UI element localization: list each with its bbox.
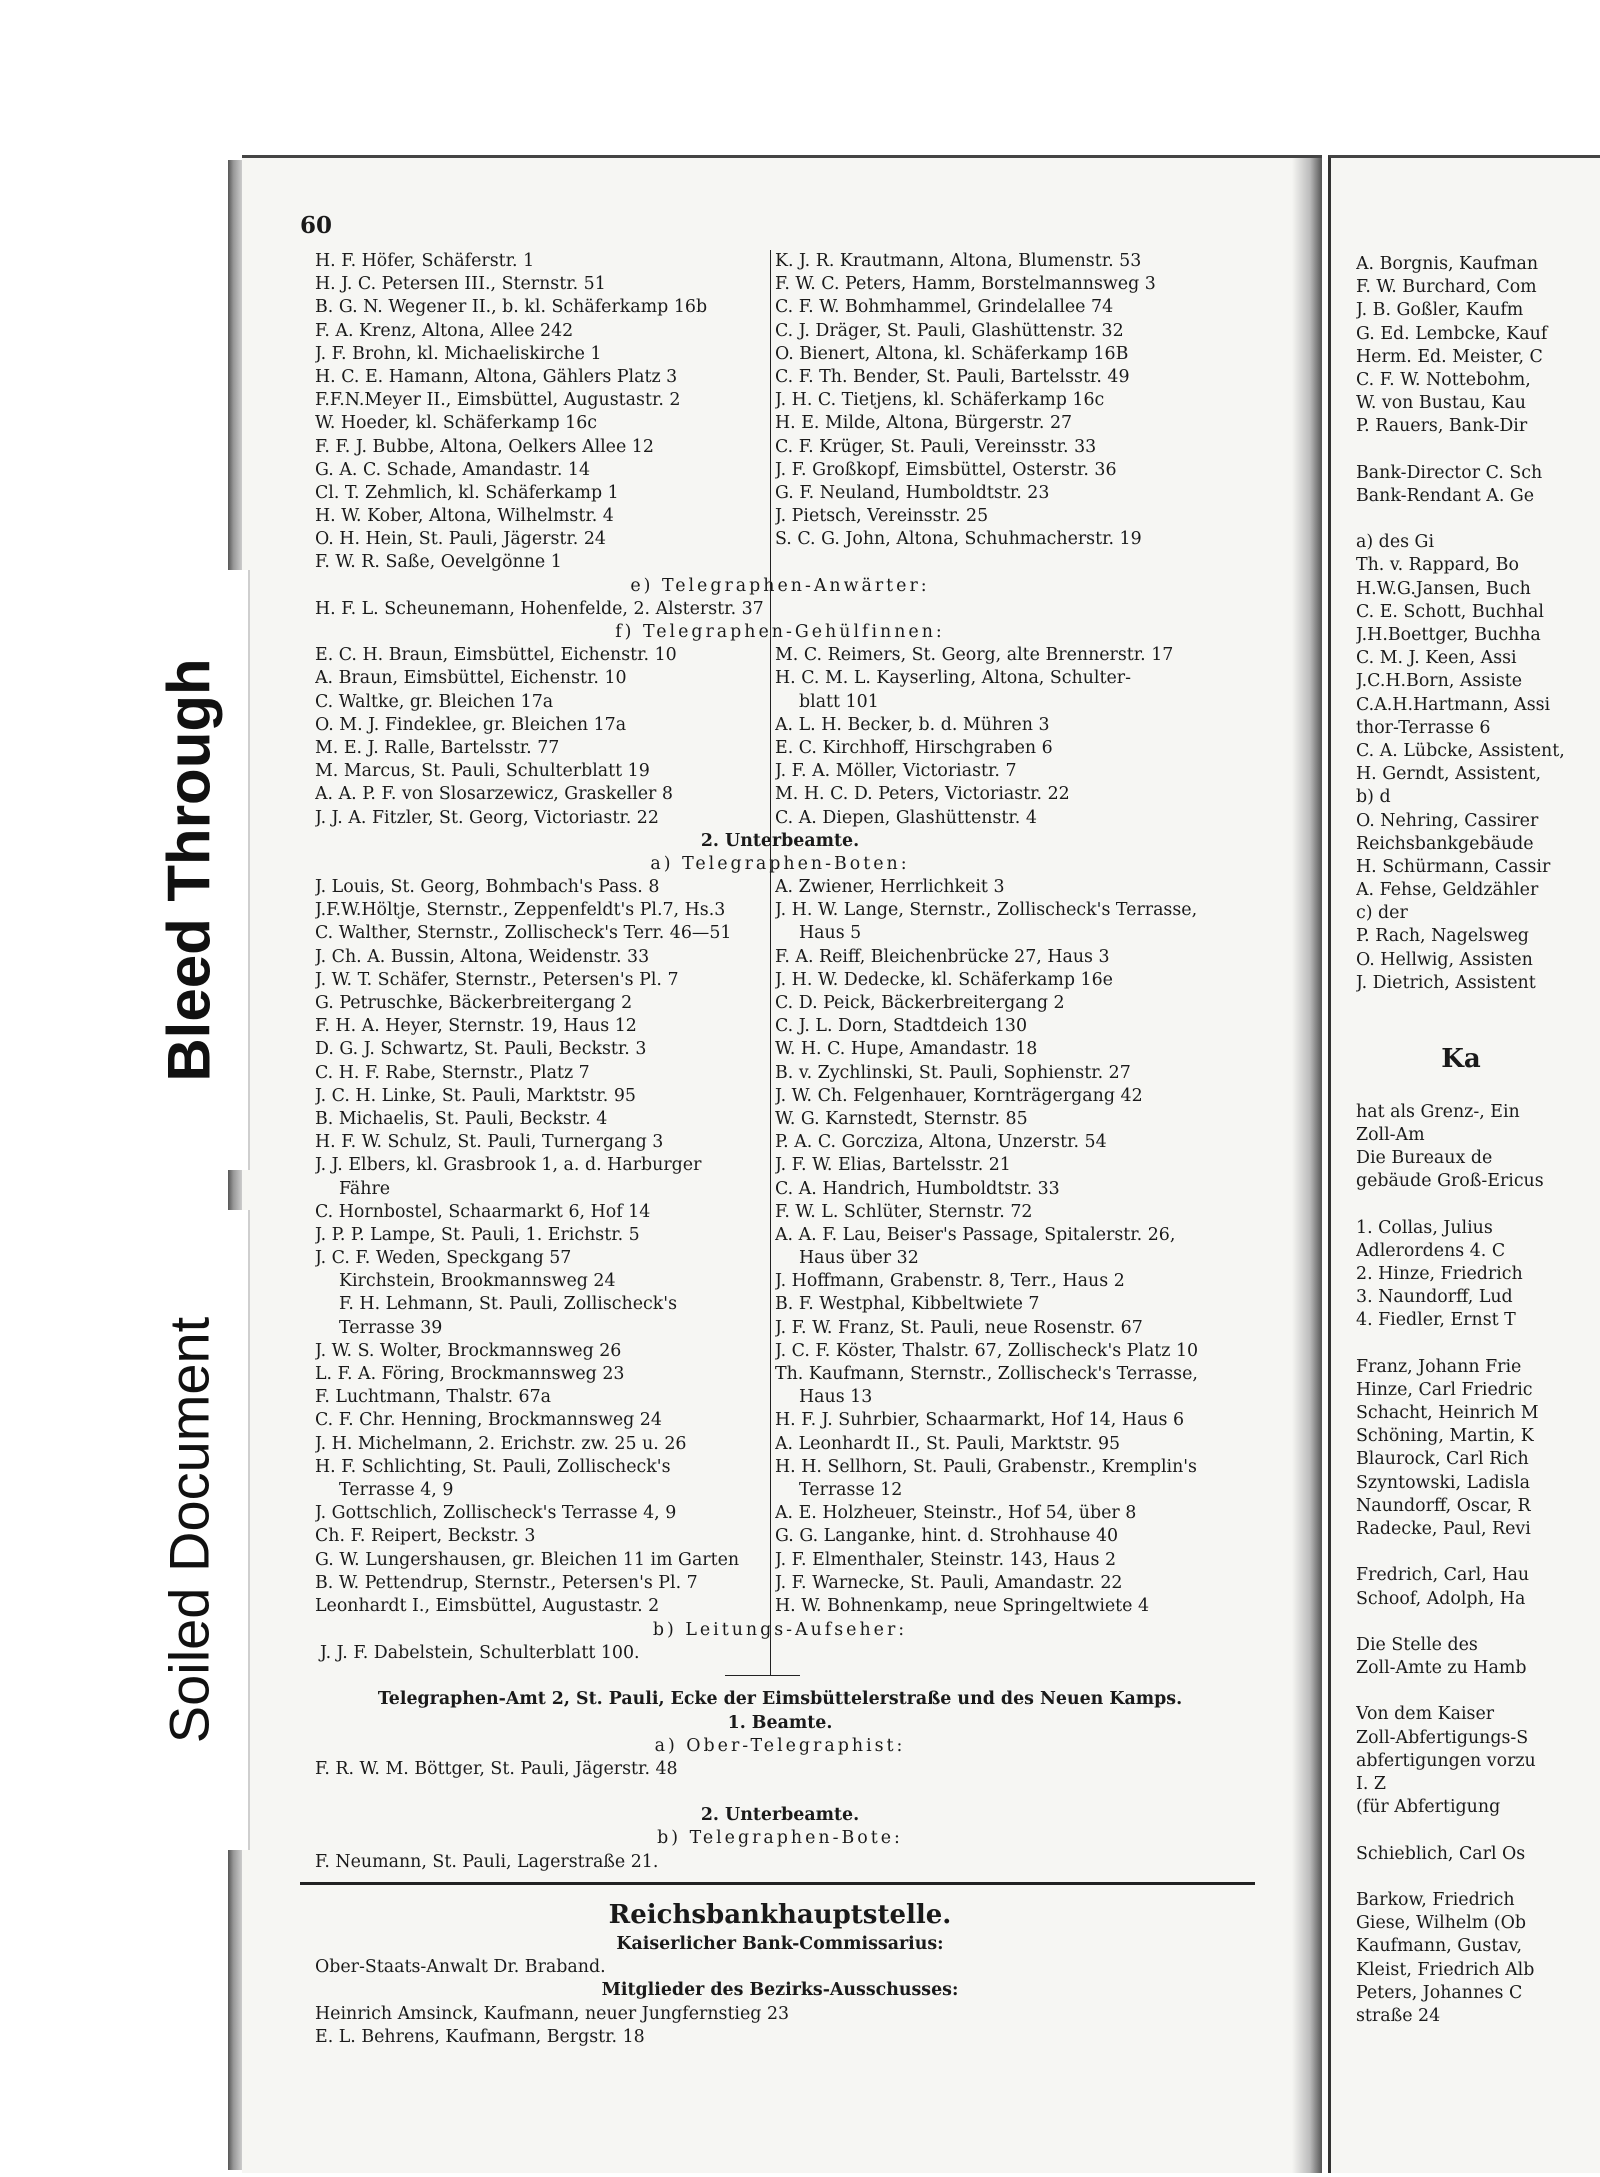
entry-line: O. M. J. Findeklee, gr. Bleichen 17a bbox=[315, 714, 627, 735]
spacer bbox=[1356, 1680, 1566, 1703]
right-page-line: Peters, Johannes C bbox=[1356, 1982, 1523, 2003]
entry-line: Cl. T. Zehmlich, kl. Schäferkamp 1 bbox=[315, 482, 619, 503]
right-page-line: Radecke, Paul, Revi bbox=[1356, 1518, 1531, 1539]
right-page-line: C. M. J. Keen, Assi bbox=[1356, 648, 1517, 669]
spacer bbox=[1356, 1541, 1566, 1564]
entry-line: L. F. A. Föring, Brockmannsweg 23 bbox=[315, 1364, 625, 1384]
entry-line: H. F. Höfer, Schäferstr. 1 bbox=[315, 251, 535, 271]
entry-line: B. G. N. Wegener II., b. kl. Schäferkamp 16b bbox=[315, 297, 708, 318]
right-page bbox=[1328, 155, 1600, 2173]
right-page-line: 3. Naundorff, Lud bbox=[1356, 1287, 1513, 1308]
right-page-line: Barkow, Friedrich bbox=[1356, 1889, 1515, 1910]
spacer bbox=[1356, 1866, 1566, 1889]
right-page-line: 4. Fiedler, Ernst T bbox=[1356, 1310, 1516, 1331]
entry-line: J. C. F. Weden, Speckgang 57 bbox=[315, 1248, 572, 1269]
right-page-line: Die Bureaux de bbox=[1356, 1147, 1493, 1168]
entry-line: J. H. W. Lange, Sternstr., Zollischeck's Terrasse, bbox=[775, 900, 1198, 921]
spacer bbox=[1356, 1611, 1566, 1634]
entry-line: G. Petruschke, Bäckerbreitergang 2 bbox=[315, 993, 633, 1013]
entry-line: W. H. C. Hupe, Amandastr. 18 bbox=[775, 1039, 1038, 1060]
right-page-line: Herm. Ed. Meister, C bbox=[1356, 346, 1543, 367]
amt2-title: Telegraphen-Amt 2, St. Pauli, Ecke der Eimsbüttelerstraße und des Neuen Kamps. bbox=[377, 1689, 1183, 1710]
spacer bbox=[1356, 1077, 1566, 1100]
right-page-line: G. Ed. Lembcke, Kauf bbox=[1356, 323, 1548, 344]
entry-line: C. F. Th. Bender, St. Pauli, Bartelsstr. 49 bbox=[775, 366, 1130, 387]
spacer bbox=[775, 621, 1245, 644]
right-page-line: c) der bbox=[1356, 903, 1408, 924]
entry-line: J. F. Warnecke, St. Pauli, Amandastr. 22 bbox=[775, 1572, 1123, 1593]
entry-line: G. G. Langanke, hint. d. Strohhause 40 bbox=[775, 1526, 1119, 1547]
entry-line: H. H. Sellhorn, St. Pauli, Grabenstr., Kremplin's bbox=[775, 1456, 1197, 1477]
entry-line: J. P. P. Lampe, St. Pauli, 1. Erichstr. 5 bbox=[315, 1224, 640, 1245]
lower-section bbox=[315, 1619, 1245, 2049]
right-page-line: a) des Gi bbox=[1356, 532, 1435, 553]
page-gutter bbox=[1292, 158, 1322, 2173]
sec-2-title: 2. Unterbeamte. bbox=[700, 830, 860, 851]
divider-rule bbox=[725, 1675, 800, 1676]
right-page-line: J.H.Boettger, Buchha bbox=[1356, 625, 1541, 645]
entry-line: J. H. W. Dedecke, kl. Schäferkamp 16e bbox=[775, 969, 1113, 990]
entry-line: A. Braun, Eimsbüttel, Eichenstr. 10 bbox=[315, 668, 627, 689]
entry-line: F. A. Reiff, Bleichenbrücke 27, Haus 3 bbox=[775, 946, 1110, 967]
entry-line: F. W. L. Schlüter, Sternstr. 72 bbox=[775, 1201, 1033, 1222]
right-page-line: C. F. W. Nottebohm, bbox=[1356, 369, 1531, 390]
right-page-line: J. Dietrich, Assistent bbox=[1356, 972, 1536, 993]
right-page-line: C.A.H.Hartmann, Assi bbox=[1356, 694, 1551, 715]
entry-line: J. F. W. Elias, Bartelsstr. 21 bbox=[775, 1155, 1011, 1176]
right-page-line: Blaurock, Carl Rich bbox=[1356, 1449, 1529, 1470]
spacer bbox=[775, 575, 1245, 598]
entry-line: J. F. Brohn, kl. Michaeliskirche 1 bbox=[315, 343, 602, 364]
amt2-ober-line: F. R. W. M. Böttger, St. Pauli, Jägerstr. 48 bbox=[315, 1758, 678, 1779]
entry-line: blatt 101 bbox=[799, 691, 879, 712]
right-page-line: P. Rauers, Bank-Dir bbox=[1356, 416, 1528, 437]
right-page-line: 1. Collas, Julius bbox=[1356, 1217, 1493, 1238]
entry-line: A. A. F. Lau, Beiser's Passage, Spitalerstr. 26, bbox=[775, 1224, 1176, 1245]
soiled-document-stamp bbox=[130, 1210, 250, 1850]
right-page-line: Von dem Kaiser bbox=[1356, 1704, 1495, 1725]
right-page-line: Kaufmann, Gustav, bbox=[1356, 1936, 1522, 1957]
spacer bbox=[1356, 508, 1566, 531]
entry-line: H. E. Milde, Altona, Bürgerstr. 27 bbox=[775, 413, 1073, 434]
entry-line: K. J. R. Krautmann, Altona, Blumenstr. 53 bbox=[775, 251, 1142, 271]
right-page-line: O. Hellwig, Assisten bbox=[1356, 949, 1533, 970]
right-page-line: Zoll-Abfertigungs-S bbox=[1356, 1727, 1529, 1748]
bleed-through-stamp bbox=[130, 570, 250, 1170]
entry-line: F. H. A. Heyer, Sternstr. 19, Haus 12 bbox=[315, 1016, 637, 1037]
right-page-line: F. W. Burchard, Com bbox=[1356, 277, 1537, 298]
entry-line: C. Hornbostel, Schaarmarkt 6, Hof 14 bbox=[315, 1201, 651, 1222]
entry-line: C. H. F. Rabe, Sternstr., Platz 7 bbox=[315, 1062, 590, 1083]
right-page-line: W. von Bustau, Kau bbox=[1356, 393, 1526, 414]
right-page-line: I. Z bbox=[1356, 1774, 1387, 1794]
right-page-line: Naundorff, Oscar, R bbox=[1356, 1495, 1531, 1516]
spacer bbox=[1356, 1018, 1566, 1041]
entry-line: A. Zwiener, Herrlichkeit 3 bbox=[775, 877, 1005, 898]
right-page-line: J. B. Goßler, Kaufm bbox=[1356, 300, 1524, 321]
right-page-line: Th. v. Rappard, Bo bbox=[1356, 555, 1519, 576]
entry-line: A. A. P. F. von Slosarzewicz, Graskeller 8 bbox=[315, 784, 673, 805]
right-page-line: thor-Terrasse 6 bbox=[1356, 717, 1491, 738]
right-page-line: Schieblich, Carl Os bbox=[1356, 1843, 1526, 1864]
sec-2a-title: a) Telegraphen-Boten: bbox=[650, 853, 910, 874]
amt2-beamte: 1. Beamte. bbox=[727, 1712, 833, 1733]
entry-line: F. W. R. Saße, Oevelgönne 1 bbox=[315, 552, 562, 573]
right-page-line: C. E. Schott, Buchhal bbox=[1356, 601, 1544, 622]
entry-line: J. H. C. Tietjens, kl. Schäferkamp 16c bbox=[775, 390, 1105, 411]
entry-line: J. Ch. A. Bussin, Altona, Weidenstr. 33 bbox=[315, 946, 650, 967]
entry-line: J. J. A. Fitzler, St. Georg, Victoriastr. 22 bbox=[315, 807, 659, 828]
entry-line: J. Hoffmann, Grabenstr. 8, Terr., Haus 2 bbox=[775, 1271, 1125, 1292]
entry-line: J. F. A. Möller, Victoriastr. 7 bbox=[775, 761, 1017, 782]
entry-line: A. E. Holzheuer, Steinstr., Hof 54, über 8 bbox=[775, 1503, 1137, 1524]
entry-line: F. W. C. Peters, Hamm, Borstelmannsweg 3 bbox=[775, 274, 1156, 295]
entry-line: G. A. C. Schade, Amandastr. 14 bbox=[315, 459, 591, 480]
right-page-line: A. Borgnis, Kaufman bbox=[1356, 254, 1539, 274]
spacer bbox=[775, 853, 1245, 876]
right-page-line: Die Stelle des bbox=[1356, 1634, 1478, 1655]
right-page-line: gebäude Groß-Ericus bbox=[1356, 1171, 1544, 1192]
bank-commissar-line: Ober-Staats-Anwalt Dr. Braband. bbox=[315, 1957, 606, 1978]
entry-line: B. v. Zychlinski, St. Pauli, Sophienstr. 27 bbox=[775, 1062, 1131, 1083]
entry-line: E. C. H. Braun, Eimsbüttel, Eichenstr. 10 bbox=[315, 645, 677, 666]
entry-line: J.F.W.Höltje, Sternstr., Zeppenfeldt's Pl.7, Hs.3 bbox=[315, 900, 726, 921]
entry-line: J. C. H. Linke, St. Pauli, Marktstr. 95 bbox=[315, 1085, 636, 1106]
right-page-line: Giese, Wilhelm (Ob bbox=[1356, 1913, 1526, 1934]
entry-line: J. C. F. Köster, Thalstr. 67, Zollischeck's Platz 10 bbox=[775, 1340, 1199, 1361]
entry-line: Terrasse 39 bbox=[339, 1317, 443, 1338]
entry-line: C. Waltke, gr. Bleichen 17a bbox=[315, 691, 554, 712]
right-page-line: H. Gerndt, Assistent, bbox=[1356, 764, 1541, 785]
entry-line: H. F. Schlichting, St. Pauli, Zollischeck's bbox=[315, 1456, 671, 1477]
right-page-line: Kleist, Friedrich Alb bbox=[1356, 1959, 1535, 1980]
entry-line: J. W. Ch. Felgenhauer, Kornträgergang 42 bbox=[775, 1085, 1143, 1106]
entry-line: H. W. Bohnenkamp, neue Springeltwiete 4 bbox=[775, 1595, 1150, 1616]
entry-line: C. A. Handrich, Humboldtstr. 33 bbox=[775, 1178, 1060, 1199]
entry-line: Haus 5 bbox=[799, 923, 862, 944]
spacer bbox=[775, 598, 1245, 621]
entry-line: H. J. C. Petersen III., Sternstr. 51 bbox=[315, 274, 606, 295]
right-page-line: Schacht, Heinrich M bbox=[1356, 1403, 1539, 1423]
section-rule bbox=[300, 1882, 1255, 1885]
entry-line: M. H. C. D. Peters, Victoriastr. 22 bbox=[775, 784, 1070, 805]
entry-line: B. F. Westphal, Kibbeltwiete 7 bbox=[775, 1294, 1040, 1315]
entry-line: F.F.N.Meyer II., Eimsbüttel, Augustastr. 2 bbox=[315, 390, 681, 411]
right-page-line: P. Rach, Nagelsweg bbox=[1356, 926, 1529, 947]
entry-line: Terrasse 4, 9 bbox=[339, 1479, 454, 1500]
right-page-line: A. Fehse, Geldzähler bbox=[1356, 880, 1539, 901]
amt2-bote-title: b) Telegraphen-Bote: bbox=[657, 1828, 903, 1849]
entry-line: C. J. L. Dorn, Stadtdeich 130 bbox=[775, 1016, 1028, 1037]
right-page-line: Schöning, Martin, K bbox=[1356, 1426, 1534, 1447]
entry-line: J. W. S. Wolter, Brockmannsweg 26 bbox=[315, 1340, 622, 1361]
entry-line: O. Bienert, Altona, kl. Schäferkamp 16B bbox=[775, 343, 1129, 364]
right-page-line: Hinze, Carl Friedric bbox=[1356, 1379, 1533, 1400]
entry-line: C. Walther, Sternstr., Zollischeck's Terr. 46—51 bbox=[315, 923, 732, 944]
entry-line: J. J. Elbers, kl. Grasbrook 1, a. d. Harburger bbox=[315, 1155, 702, 1176]
sec-2b-line: J. J. F. Dabelstein, Schulterblatt 100. bbox=[320, 1642, 640, 1663]
entry-line: E. C. Kirchhoff, Hirschgraben 6 bbox=[775, 737, 1053, 758]
entry-line: B. W. Pettendrup, Sternstr., Petersen's Pl. 7 bbox=[315, 1572, 698, 1593]
right-page-line: Szyntowski, Ladisla bbox=[1356, 1472, 1530, 1493]
right-page-line: O. Nehring, Cassirer bbox=[1356, 810, 1539, 831]
entry-line: A. Leonhardt II., St. Pauli, Marktstr. 95 bbox=[775, 1433, 1121, 1454]
entry-line: B. Michaelis, St. Pauli, Beckstr. 4 bbox=[315, 1108, 608, 1129]
bank-member-line: Heinrich Amsinck, Kaufmann, neuer Jungfernstieg 23 bbox=[315, 2003, 790, 2024]
entry-line: M. Marcus, St. Pauli, Schulterblatt 19 bbox=[315, 761, 650, 782]
entry-line: G. W. Lungershausen, gr. Bleichen 11 im Garten bbox=[315, 1549, 740, 1570]
right-column bbox=[775, 250, 1245, 1618]
entry-line: H. W. Kober, Altona, Wilhelmstr. 4 bbox=[315, 506, 614, 527]
right-page-text bbox=[1356, 253, 1566, 2028]
right-page-line: Zoll-Amte zu Hamb bbox=[1356, 1658, 1527, 1679]
entry-line: C. F. Chr. Henning, Brockmannsweg 24 bbox=[315, 1410, 662, 1431]
amt2-unter: 2. Unterbeamte. bbox=[700, 1805, 860, 1826]
entry-line: G. F. Neuland, Humboldtstr. 23 bbox=[775, 482, 1050, 503]
entry-line: J. H. Michelmann, 2. Erichstr. zw. 25 u. 26 bbox=[315, 1433, 687, 1454]
right-page-line: (für Abfertigung bbox=[1356, 1797, 1501, 1818]
entry-line: W. G. Karnstedt, Sternstr. 85 bbox=[775, 1108, 1028, 1129]
entry-line: J. F. W. Franz, St. Pauli, neue Rosenstr. 67 bbox=[775, 1317, 1143, 1338]
right-page-line: Fredrich, Carl, Hau bbox=[1356, 1565, 1530, 1586]
entry-line: H. C. M. L. Kayserling, Altona, Schulter- bbox=[775, 668, 1131, 689]
spacer bbox=[1356, 1332, 1566, 1355]
spacer bbox=[315, 1781, 1245, 1804]
entry-line: P. A. C. Gorcziza, Altona, Unzerstr. 54 bbox=[775, 1132, 1107, 1153]
entry-line: F. A. Krenz, Altona, Allee 242 bbox=[315, 320, 574, 341]
entry-line: Th. Kaufmann, Sternstr., Zollischeck's Terrasse, bbox=[775, 1364, 1198, 1384]
entry-line: Haus über 32 bbox=[799, 1248, 919, 1269]
right-page-line: C. A. Lübcke, Assistent, bbox=[1356, 740, 1565, 761]
sec-2b-title: b) Leitungs-Aufseher: bbox=[652, 1619, 908, 1640]
entry-line: C. A. Diepen, Glashüttenstr. 4 bbox=[775, 807, 1037, 828]
entry-line: H. C. E. Hamann, Altona, Gählers Platz 3 bbox=[315, 366, 678, 387]
right-page-line: Zoll-Am bbox=[1356, 1124, 1425, 1145]
spacer bbox=[315, 1665, 1245, 1688]
spacer bbox=[775, 551, 1245, 574]
entry-line: F. Luchtmann, Thalstr. 67a bbox=[315, 1387, 552, 1408]
right-page-line: abfertigungen vorzu bbox=[1356, 1750, 1536, 1771]
entry-line: J. Gottschlich, Zollischeck's Terrasse 4, 9 bbox=[315, 1503, 677, 1524]
entry-line: C. J. Dräger, St. Pauli, Glashüttenstr. 32 bbox=[775, 320, 1124, 341]
entry-line: F. H. Lehmann, St. Pauli, Zollischeck's bbox=[339, 1294, 677, 1315]
page-number: 60 bbox=[300, 212, 333, 239]
right-page-line: Franz, Johann Frie bbox=[1356, 1356, 1522, 1377]
entry-line: F. F. J. Bubbe, Altona, Oelkers Allee 12 bbox=[315, 436, 654, 457]
entry-line: Fähre bbox=[339, 1178, 391, 1199]
sec-e-title: e) Telegraphen-Anwärter: bbox=[630, 575, 930, 596]
spacer bbox=[775, 830, 1245, 853]
soiled-document-label: Soiled Document bbox=[157, 1316, 221, 1744]
entry-line: Kirchstein, Brookmannsweg 24 bbox=[339, 1271, 616, 1292]
entry-line: C. F. Krüger, St. Pauli, Vereinsstr. 33 bbox=[775, 436, 1097, 457]
spacer bbox=[1356, 995, 1566, 1018]
amt2-bote-line: F. Neumann, St. Pauli, Lagerstraße 21. bbox=[315, 1851, 659, 1872]
right-page-line: b) d bbox=[1356, 787, 1391, 808]
entry-line: S. C. G. John, Altona, Schuhmacherstr. 19 bbox=[775, 529, 1142, 550]
sec-e-line: H. F. L. Scheunemann, Hohenfelde, 2. Alsterstr. 37 bbox=[315, 598, 764, 619]
entry-line: J. F. Großkopf, Eimsbüttel, Osterstr. 36 bbox=[775, 459, 1117, 480]
right-page-line: straße 24 bbox=[1356, 2005, 1441, 2026]
entry-line: J. Pietsch, Vereinsstr. 25 bbox=[775, 506, 989, 527]
sec-f-title: f) Telegraphen-Gehülfinnen: bbox=[615, 622, 945, 642]
bank-commissar-title: Kaiserlicher Bank-Commissarius: bbox=[616, 1934, 944, 1955]
right-page-line: Ka bbox=[1441, 1044, 1481, 1075]
entry-line: O. H. Hein, St. Pauli, Jägerstr. 24 bbox=[315, 529, 606, 550]
entry-line: H. F. W. Schulz, St. Pauli, Turnergang 3 bbox=[315, 1132, 664, 1153]
spacer bbox=[1356, 439, 1566, 462]
entry-line: J. W. T. Schäfer, Sternstr., Petersen's Pl. 7 bbox=[315, 969, 679, 990]
right-page-line: Schoof, Adolph, Ha bbox=[1356, 1588, 1526, 1609]
right-page-line: H.W.G.Jansen, Buch bbox=[1356, 578, 1531, 599]
entry-line: W. Hoeder, kl. Schäferkamp 16c bbox=[315, 413, 598, 434]
entry-line: Terrasse 12 bbox=[799, 1479, 903, 1500]
bank-member-line: E. L. Behrens, Kaufmann, Bergstr. 18 bbox=[315, 2026, 645, 2047]
right-page-line: Bank-Rendant A. Ge bbox=[1356, 485, 1535, 506]
entry-line: D. G. J. Schwartz, St. Pauli, Beckstr. 3 bbox=[315, 1039, 647, 1060]
entry-line: M. E. J. Ralle, Bartelsstr. 77 bbox=[315, 737, 560, 758]
spacer bbox=[315, 1874, 1245, 1897]
entry-line: H. F. J. Suhrbier, Schaarmarkt, Hof 14, Haus 6 bbox=[775, 1410, 1185, 1431]
entry-line: C. D. Peick, Bäckerbreitergang 2 bbox=[775, 993, 1065, 1013]
right-page-line: Bank-Director C. Sch bbox=[1356, 462, 1543, 483]
spacer bbox=[1356, 1819, 1566, 1842]
entry-line: J. F. Elmenthaler, Steinstr. 143, Haus 2 bbox=[775, 1549, 1117, 1570]
amt2-ober-title: a) Ober-Telegraphist: bbox=[654, 1735, 906, 1756]
bank-title: Reichsbankhauptstelle. bbox=[608, 1900, 952, 1931]
bank-ausschuss-title: Mitglieder des Bezirks-Ausschusses: bbox=[601, 1980, 959, 2001]
entry-line: J. Louis, St. Georg, Bohmbach's Pass. 8 bbox=[315, 877, 660, 898]
right-page-line: 2. Hinze, Friedrich bbox=[1356, 1263, 1523, 1284]
entry-line: Ch. F. Reipert, Beckstr. 3 bbox=[315, 1526, 536, 1547]
bleed-through-label: Bleed Through bbox=[155, 658, 223, 1082]
entry-line: M. C. Reimers, St. Georg, alte Brennerstr. 17 bbox=[775, 645, 1174, 666]
right-page-line: H. Schürmann, Cassir bbox=[1356, 856, 1551, 877]
right-page-line: J.C.H.Born, Assiste bbox=[1356, 671, 1523, 692]
right-page-line: Reichsbankgebäude bbox=[1356, 833, 1534, 854]
entry-line: Haus 13 bbox=[799, 1387, 873, 1408]
entry-line: Leonhardt I., Eimsbüttel, Augustastr. 2 bbox=[315, 1595, 660, 1616]
right-page-line: Adlerordens 4. C bbox=[1356, 1240, 1506, 1261]
right-page-line: hat als Grenz-, Ein bbox=[1356, 1101, 1520, 1122]
entry-line: A. L. H. Becker, b. d. Mühren 3 bbox=[775, 714, 1050, 735]
spacer bbox=[1356, 1193, 1566, 1216]
entry-line: C. F. W. Bohmhammel, Grindelallee 74 bbox=[775, 297, 1114, 318]
